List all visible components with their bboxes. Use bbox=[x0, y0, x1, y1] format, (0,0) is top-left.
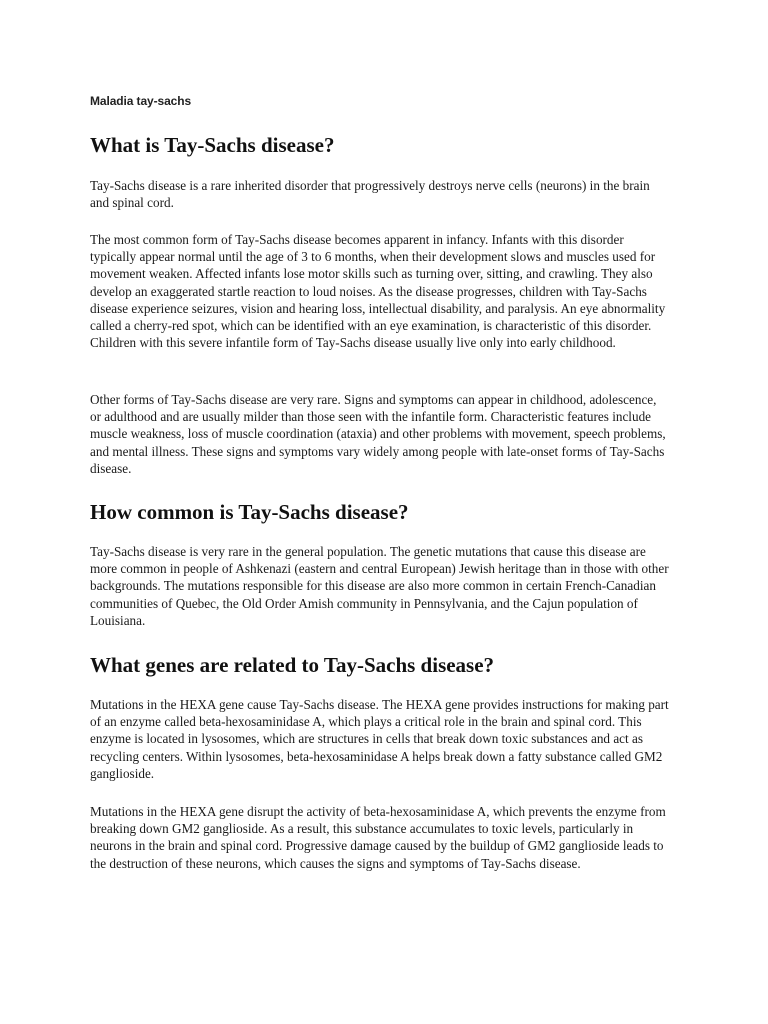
section-heading-what-is: What is Tay-Sachs disease? bbox=[90, 133, 335, 157]
paragraph: Tay-Sachs disease is a rare inherited disorder that progressively destroys nerve cells (neurons) in the brain and spinal cord. bbox=[90, 178, 650, 211]
paragraph: Tay-Sachs disease is very rare in the general population. The genetic mutations that cause this disease are more common in people of Ashkenazi (eastern and central European) Jewish heritage than in those with other backgrounds. The mutations responsible for this disease are also more common in certain French-Canadian communities of Quebec, the Old Order Amish community in Pennsylvania, and the Cajun population of Louisiana. bbox=[90, 544, 669, 628]
paragraph: Mutations in the HEXA gene cause Tay-Sachs disease. The HEXA gene provides instructions for making part of an enzyme called beta-hexosaminidase A, which plays a critical role in the brain and spinal cord. This enzyme is located in lysosomes, which are structures in cells that break down toxic substances and act as recycling centers. Within lysosomes, beta-hexosaminidase A helps break down a fatty substance called GM2 ganglioside. bbox=[90, 697, 669, 781]
document-label: Maladia tay-sachs bbox=[90, 94, 192, 108]
paragraph: Other forms of Tay-Sachs disease are very rare. Signs and symptoms can appear in childhood, adolescence, or adulthood and are usually milder than those seen with the infantile form. Characteristic features include muscle weakness, loss of muscle coordination (ataxia) and other problems with movement, speech problems, and mental illness. These signs and symptoms vary widely among people with late-onset forms of Tay-Sachs disease. bbox=[90, 392, 666, 476]
paragraph: The most common form of Tay-Sachs disease becomes apparent in infancy. Infants with this disorder typically appear normal until the age of 3 to 6 months, when their development slows and muscles used for movement weaken. Affected infants lose motor skills such as turning over, sitting, and crawling. They also develop an exaggerated startle reaction to loud noises. As the disease progresses, children with Tay-Sachs disease experience seizures, vision and hearing loss, intellectual disability, and paralysis. An eye abnormality called a cherry-red spot, which can be identified with an eye examination, is characteristic of this disorder. Children with this severe infantile form of Tay-Sachs disease usually live only into early childhood. bbox=[90, 232, 666, 351]
section-heading-genes: What genes are related to Tay-Sachs disease? bbox=[90, 653, 495, 677]
section-heading-how-common: How common is Tay-Sachs disease? bbox=[90, 500, 409, 524]
paragraph: Mutations in the HEXA gene disrupt the activity of beta-hexosaminidase A, which prevents the enzyme from breaking down GM2 ganglioside. As a result, this substance accumulates to toxic levels, particularly in neurons in the brain and spinal cord. Progressive damage caused by the buildup of GM2 ganglioside leads to the destruction of these neurons, which causes the signs and symptoms of Tay-Sachs disease. bbox=[90, 804, 666, 871]
